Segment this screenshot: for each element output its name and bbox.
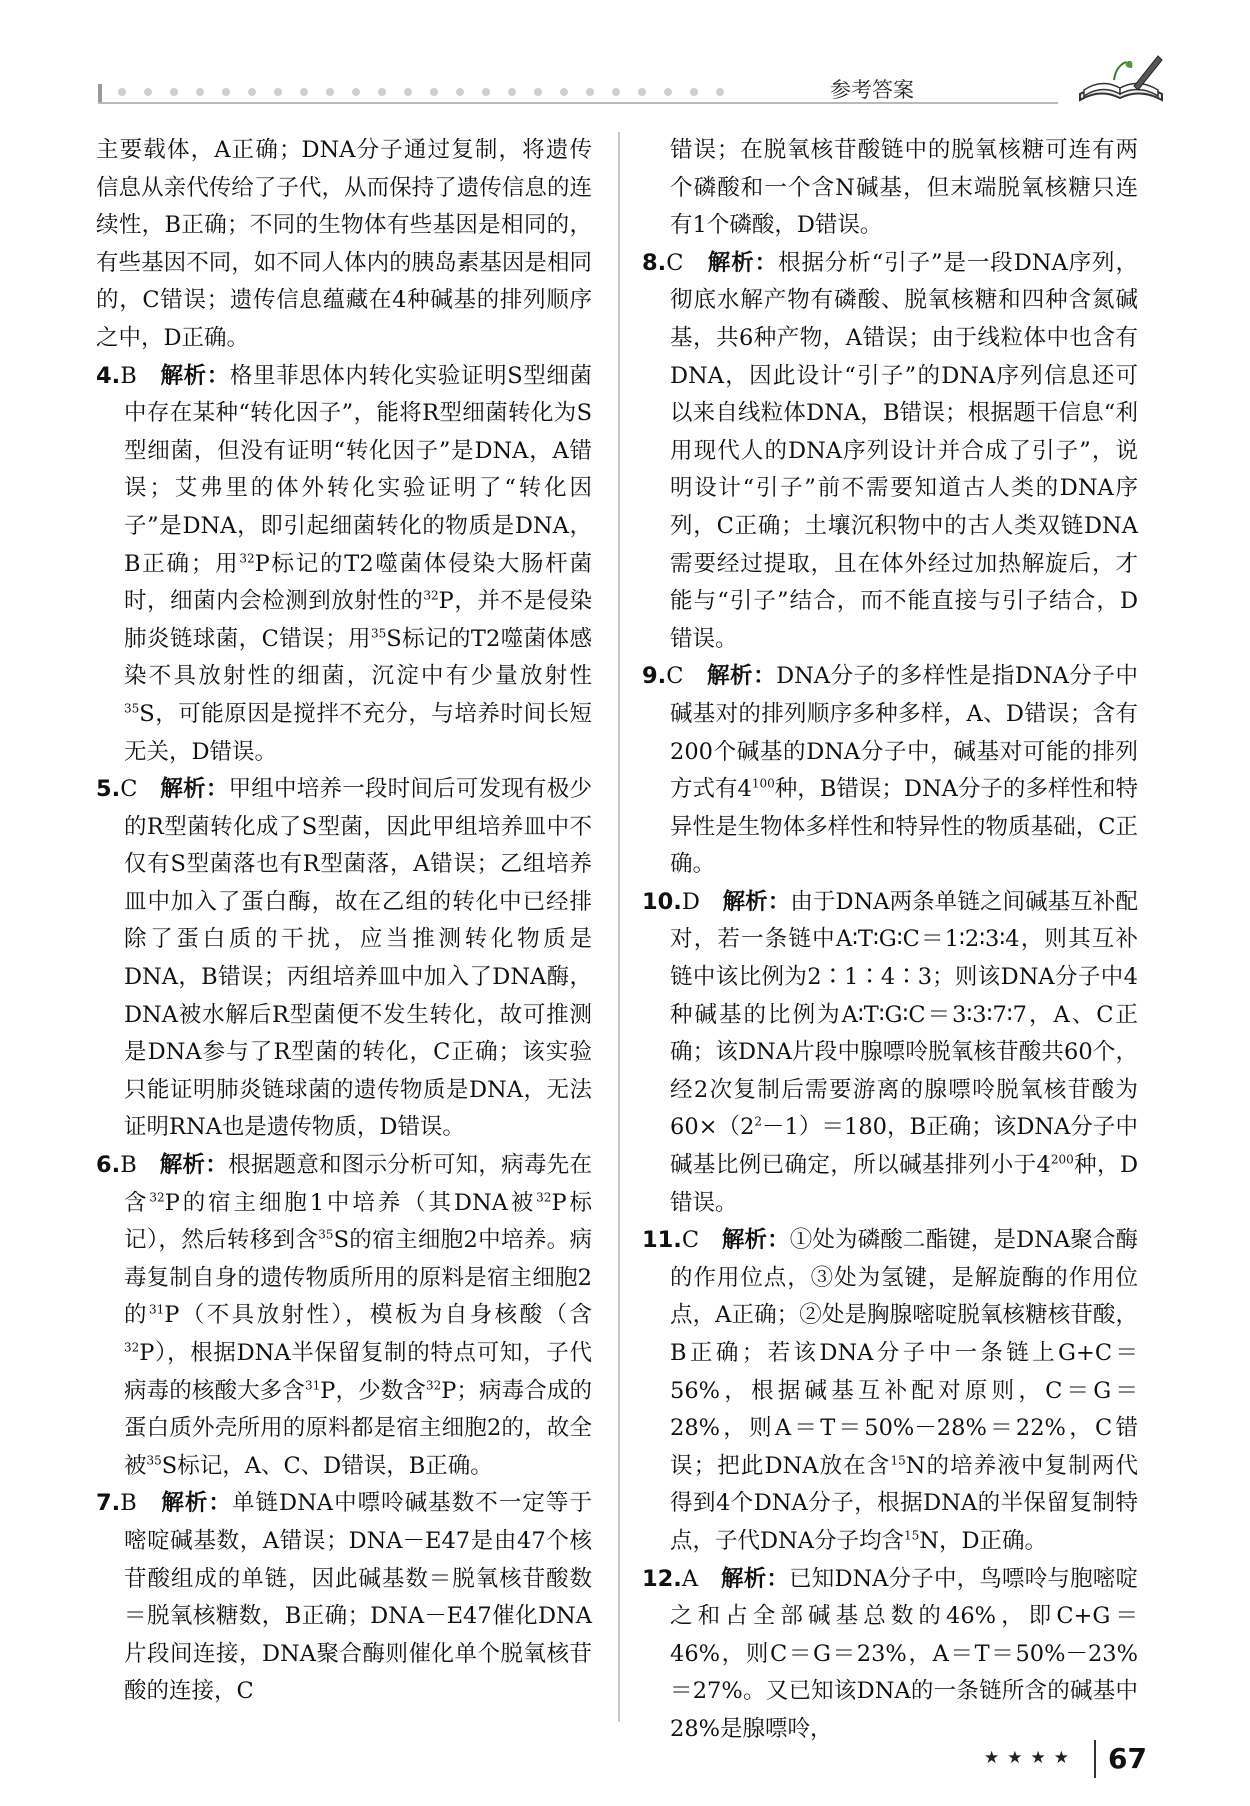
answer-item-7: 7.B 解析：单链DNA中嘌呤碱基数不一定等于嘧啶碱基数，A错误；DNA－E47是由47个核苷酸组成的单链，因此碱基数＝脱氧核苷酸数＝脱氧核糖数，B正确；DNA－E47催化DNA片段间连接，DNA聚合酶则催化单个脱氧核苷酸的连接，C bbox=[96, 1490, 592, 1705]
right-column bbox=[642, 132, 1138, 1749]
header-bar bbox=[98, 78, 1158, 102]
answer-item-6: 6.B 解析：根据题意和图示分析可知，病毒先在含$^{32}$P的宿主细胞1中培养（其DNA被$^{32}$P标记），然后转移到含$^{35}$S的宿主细胞2中培养。病毒复制自身的遗传物质所用的原料是宿主细胞2的$^{31}$P（不具放射性），模板为自身核酸（含$^{32}$P），根据DNA半保留复制的特点可知，子代病毒的核酸大多含$^{31}$P，少数含$^{32}$P；病毒合成的蛋白质外壳所用的原料都是宿主细胞2的，故全被$^{35}$S标记，A、C、D错误，B正确。 bbox=[96, 1152, 592, 1479]
footer-divider bbox=[1094, 1740, 1096, 1778]
difficulty-stars: ★★★★ bbox=[984, 1748, 1077, 1768]
answer-item-5: 5.C 解析：甲组中培养一段时间后可发现有极少的R型菌转化成了S型菌，因此甲组培养皿中不仅有S型菌落也有R型菌落，A错误；乙组培养皿中加入了蛋白酶，故在乙组的转化中已经排除了蛋白质的干扰，应当推测转化物质是DNA，B错误；丙组培养皿中加入了DNA酶，DNA被水解后R型菌便不发生转化，故可推测是DNA参与了R型菌的转化，C正确；该实验只能证明肺炎链球菌的遗传物质是DNA，无法证明RNA也是遗传物质，D错误。 bbox=[96, 776, 592, 1141]
answer-item-11: 11.C 解析：①处为磷酸二酯键，是DNA聚合酶的作用位点，③处为氢键，是解旋酶的作用位点，A正确；②处是胸腺嘧啶脱氧核糖核苷酸，B正确；若该DNA分子中一条链上G+C＝56%，根据碱基互补配对原则，C＝G＝28%，则A＝T＝50%－28%＝22%，C错误；把此DNA放在含$^{15}$N的培养液中复制两代得到4个DNA分子，根据DNA的半保留复制特点，子代DNA分子均含$^{15}$N，D正确。 bbox=[642, 1227, 1138, 1554]
answer-item-9: 9.C 解析：DNA分子的多样性是指DNA分子中碱基对的排列顺序多种多样，A、D错误；含有200个碱基的DNA分子中，碱基对可能的排列方式有$4^{100}$种，B错误；DNA分子的多样性和特异性是生物体多样性和特异性的物质基础，C正确。 bbox=[642, 663, 1138, 878]
book-pen-icon bbox=[1074, 50, 1168, 106]
answer-item-8: 8.C 解析：根据分析“引子”是一段DNA序列，彻底水解产物有磷酸、脱氧核糖和四种含氮碱基，共6种产物，A错误；由于线粒体中也含有DNA，因此设计“引子”的DNA序列信息还可以来自线粒体DNA，B错误；根据题干信息“利用现代人的DNA序列设计并合成了引子”，说明设计“引子”前不需要知道古人类的DNA序列，C正确；土壤沉积物中的古人类双链DNA需要经过提取，且在体外经过加热解旋后，才能与“引子”结合，而不能直接与引子结合，D错误。 bbox=[642, 249, 1138, 652]
answer-item-4: 4.B 解析：格里菲思体内转化实验证明S型细菌中存在某种“转化因子”，能将R型细菌转化为S型细菌，但没有证明“转化因子”是DNA，A错误；艾弗里的体外转化实验证明了“转化因子”是DNA，即引起细菌转化的物质是DNA，B正确；用$^{32}$P标记的T2噬菌体侵染大肠杆菌时，细菌内会检测到放射性的$^{32}$P，并不是侵染肺炎链球菌，C错误；用$^{35}$S标记的T2噬菌体感染不具放射性的细菌，沉淀中有少量放射性$^{35}$S，可能原因是搅拌不充分，与培养时间长短无关，D错误。 bbox=[96, 362, 592, 765]
answer-item-12: 12.A 解析：已知DNA分子中，鸟嘌呤与胞嘧啶之和占全部碱基总数的46%，即C+G＝46%，则C＝G＝23%，A＝T＝50%－23%＝27%。又已知该DNA的一条链所含的碱基中28%是腺嘌呤， bbox=[642, 1565, 1138, 1742]
q7-continuation: 错误；在脱氧核苷酸链中的脱氧核糖可连有两个磷酸和一个含N碱基，但末端脱氧核糖只连有1个磷酸，D错误。 bbox=[670, 137, 1138, 239]
header-dots bbox=[118, 88, 724, 96]
header-tick bbox=[98, 84, 102, 102]
q3-continuation: 主要载体，A正确；DNA分子通过复制，将遗传信息从亲代传给了子代，从而保持了遗传信息的连续性，B正确；不同的生物体有些基因是相同的，有些基因不同，如不同人体内的胰岛素基因是相同的，C错误；遗传信息蕴藏在4种碱基的排列顺序之中，D正确。 bbox=[96, 137, 592, 351]
answer-item-10: 10.D 解析：由于DNA两条单链之间碱基互补配对，若一条链中A∶T∶G∶C＝1∶2∶3∶4，则其互补链中该比例为2∶1∶4∶3；则该DNA分子中4种碱基的比例为A∶T∶G∶C＝3∶3∶7∶7，A、C正确；该DNA片段中腺嘌呤脱氧核苷酸共60个，经2次复制后需要游离的腺嘌呤脱氧核苷酸为$60\times(2^2-1)=180$，B正确；该DNA分子中碱基比例已确定，所以碱基排列小于$4^{200}$种，D错误。 bbox=[642, 888, 1138, 1216]
page-number: 67 bbox=[1108, 1742, 1147, 1775]
header-rule bbox=[98, 102, 1058, 104]
column-divider bbox=[618, 132, 620, 1722]
header-title: 参考答案 bbox=[830, 78, 914, 102]
left-column bbox=[96, 132, 592, 1711]
